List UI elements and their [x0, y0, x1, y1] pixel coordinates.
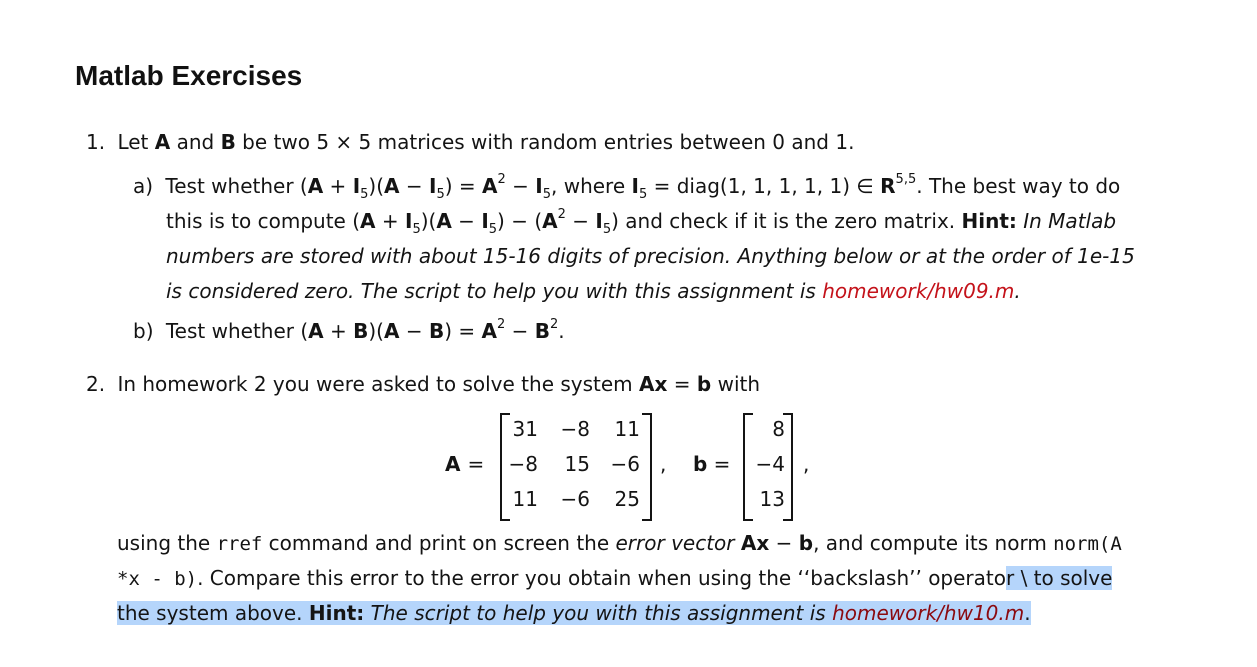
rref-code: rref: [216, 533, 263, 555]
matrix-a-comma: ,: [660, 452, 667, 476]
selected-text-continued[interactable]: the system above. Hint: The script to help you with this assignment is homework/hw10.m.: [117, 601, 1031, 625]
matrix-a-cell: −6: [610, 452, 640, 476]
part-a-line-4: is considered zero. The script to help you with this assignment is homework/hw09.m.: [166, 279, 1021, 303]
exercise-2-line-3: [117, 600, 1031, 626]
matrix-a-cell: 11: [614, 417, 640, 441]
matrix-a-right-bracket: [642, 413, 652, 521]
vector-b-comma: ,: [803, 452, 810, 476]
norm-code-continued: *x - b): [117, 568, 198, 590]
vector-b-cell: 13: [759, 487, 785, 511]
matrix-a-cell: 11: [512, 487, 538, 511]
matrix-a-cell: −6: [560, 487, 590, 511]
vector-b: [743, 413, 793, 517]
selected-text[interactable]: r \ to solve: [1005, 566, 1113, 590]
part-a-label: a): [133, 174, 154, 198]
part-a-line-2: this is to compute $(A + I_5)(A - I_5) - (A^2 - I_5)$ and check if it is the zero matrix. Hint: In Matlab: [166, 207, 1117, 237]
exercise-2-line-2: *x - b). Compare this error to the error you obtain when using the ‘‘backslash’’ operator \ to solve: [117, 566, 1113, 590]
vector-b-cell: −4: [755, 452, 785, 476]
hw09-link[interactable]: homework/hw09.m: [822, 279, 1015, 303]
norm-code: norm(A: [1053, 533, 1122, 555]
exercise-2-line-1: using the rref command and print on screen the error vector Ax − b, and compute its norm norm(A: [117, 531, 1122, 555]
section-title: Matlab Exercises: [75, 60, 303, 91]
vector-b-cell: 8: [772, 417, 785, 441]
matrix-a-cell: 25: [614, 487, 640, 511]
part-b-line: b) Test whether $(A + B)(A - B) = A^2 - B^2$.: [133, 317, 565, 343]
matrix-a-cell: 15: [564, 452, 590, 476]
hint-label: Hint:: [961, 209, 1017, 233]
matrix-a-cell: 31: [512, 417, 538, 441]
hint-label: Hint:: [308, 601, 365, 625]
hw10-link[interactable]: homework/hw10.m: [832, 601, 1025, 625]
exercise-1-number: 1.: [86, 130, 106, 154]
exercise-1-intro: 1. Let A and B be two 5 × 5 matrices with random entries between 0 and 1.: [86, 130, 855, 154]
vector-b-symbol: b =: [693, 452, 731, 476]
part-b-label: b): [133, 319, 154, 343]
matrix-a-cell: −8: [560, 417, 590, 441]
part-a-line-1: a) Test whether $(A + I_5)(A - I_5) = A^2 - I_5$, where $I_5$ = diag(1, 1, 1, 1, 1) ∈ R$^{5,5}$. The best way to do: [133, 172, 1121, 202]
matrix-a-cell: −8: [508, 452, 538, 476]
exercise-2-number: 2.: [86, 372, 106, 396]
matrix-a: [500, 413, 652, 517]
part-a-line-3: numbers are stored with about 15-16 digits of precision. Anything below or at the order of 1e-15: [166, 244, 1135, 268]
exercise-2-intro: 2. In homework 2 you were asked to solve the system Ax = b with: [86, 372, 761, 396]
matrix-a-symbol: A =: [445, 452, 485, 476]
